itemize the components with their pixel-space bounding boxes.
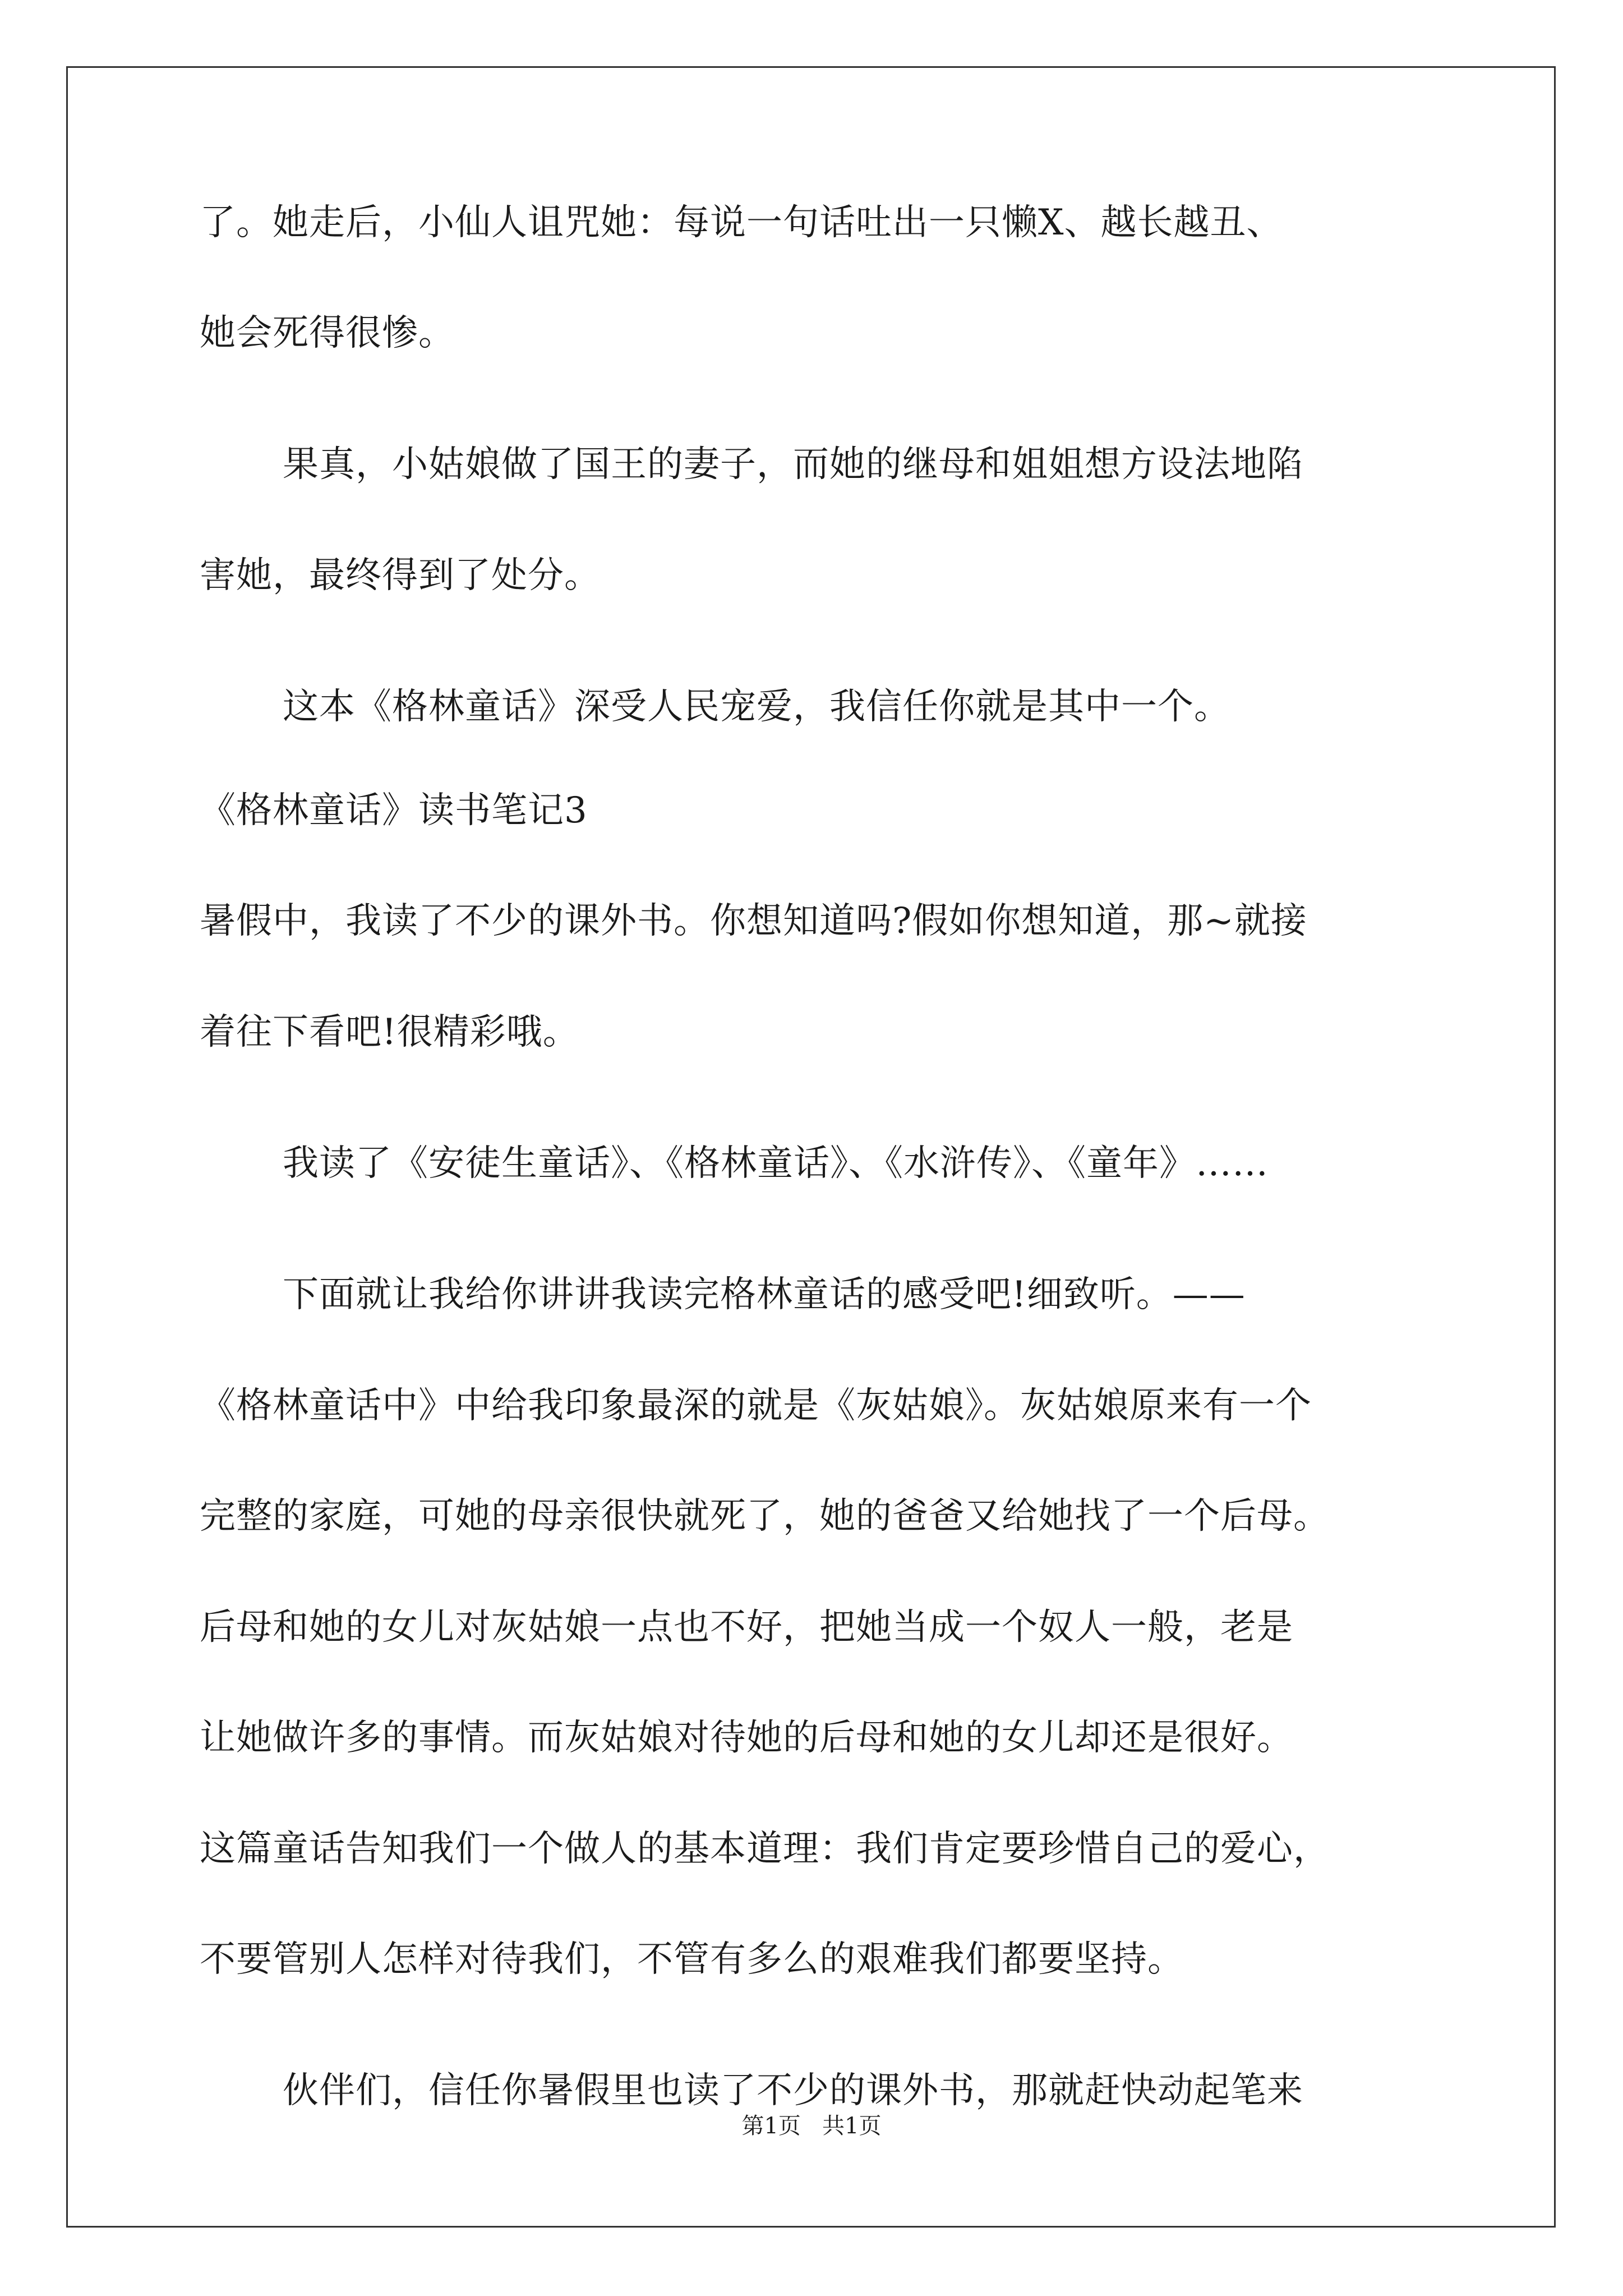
text-line: 着往下看吧!很精彩哦。 (200, 1011, 579, 1053)
text-line: 果真，小姑娘做了国王的妻子，而她的继母和姐姐想方设法地陷 (283, 444, 1303, 485)
section-heading: 《格林童话》读书笔记3 (200, 790, 588, 831)
text-line: 下面就让我给你讲讲我读完格林童话的感受吧!细致听。—— (283, 1274, 1246, 1315)
text-line: 害她，最终得到了处分。 (200, 555, 601, 596)
text-line: 她会死得很惨。 (200, 312, 455, 354)
text-line: 让她做许多的事情。而灰姑娘对待她的后母和她的女儿却还是很好。 (200, 1717, 1293, 1759)
text-line: 这本《格林童话》深受人民宠爱，我信任你就是其中一个。 (283, 686, 1230, 728)
text-line: 这篇童话告知我们一个做人的基本道理：我们肯定要珍惜自己的爱心， (200, 1828, 1330, 1870)
text-line: 了。她走后，小仙人诅咒她：每说一句话吐出一只懒X、越长越丑、 (200, 202, 1283, 243)
text-line: 不要管别人怎样对待我们，不管有多么的艰难我们都要坚持。 (200, 1939, 1184, 1980)
text-line: 我读了《安徒生童话》、《格林童话》、《水浒传》、《童年》…… (283, 1143, 1269, 1184)
text-line: 《格林童话中》中给我印象最深的就是《灰姑娘》。灰姑娘原来有一个 (200, 1385, 1312, 1427)
text-line: 完整的家庭，可她的母亲很快就死了，她的爸爸又给她找了一个后母。 (200, 1496, 1330, 1537)
page-footer: 第1页 共1页 (741, 2113, 882, 2139)
text-line: 暑假中，我读了不少的课外书。你想知道吗?假如你想知道，那~就接 (200, 900, 1307, 942)
text-line: 伙伴们，信任你暑假里也读了不少的课外书，那就赶快动起笔来 (283, 2070, 1303, 2111)
text-line: 后母和她的女儿对灰姑娘一点也不好，把她当成一个奴人一般，老是 (200, 1607, 1293, 1648)
